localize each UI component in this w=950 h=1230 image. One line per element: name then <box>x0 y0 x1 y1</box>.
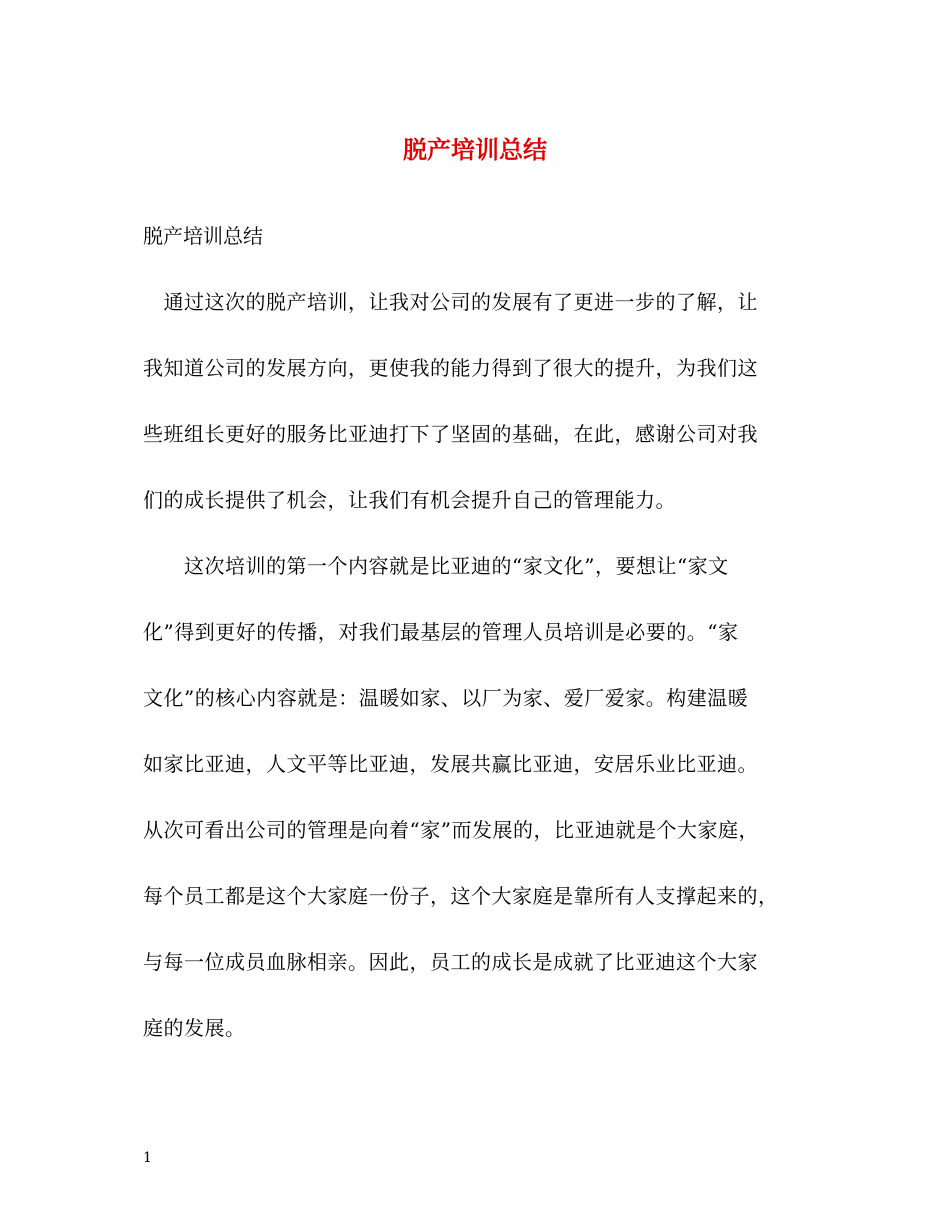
document-title: 脱产培训总结 <box>403 135 547 164</box>
body-line: 我知道公司的发展方向，更使我的能力得到了很大的提升，为我们这 <box>143 356 758 380</box>
page-number: 1 <box>143 1150 152 1166</box>
body-line: 每个员工都是这个大家庭一份子，这个大家庭是靠所有人支撑起来的， <box>143 884 779 908</box>
body-line: 如家比亚迪，人文平等比亚迪，发展共赢比亚迪，安居乐业比亚迪。 <box>143 752 758 776</box>
body-line: 们的成长提供了机会，让我们有机会提升自己的管理能力。 <box>143 488 676 512</box>
body-line: 与每一位成员血脉相亲。因此，员工的成长是成就了比亚迪这个大家 <box>143 950 758 974</box>
body-line: 些班组长更好的服务比亚迪打下了坚固的基础，在此，感谢公司对我 <box>143 422 758 446</box>
body-line: 文化”的核心内容就是：温暖如家、以厂为家、爱厂爱家。构建温暖 <box>143 686 749 710</box>
body-line: 通过这次的脱产培训，让我对公司的发展有了更进一步的了解，让 <box>143 290 758 314</box>
body-line: 化”得到更好的传播，对我们最基层的管理人员培训是必要的。“家 <box>143 620 739 644</box>
body-line: 这次培训的第一个内容就是比亚迪的“家文化”，要想让“家文 <box>143 554 729 578</box>
body-line: 庭的发展。 <box>143 1016 246 1040</box>
document-subtitle: 脱产培训总结 <box>143 224 263 248</box>
body-line: 从次可看出公司的管理是向着“家”而发展的，比亚迪就是个大家庭， <box>143 818 759 842</box>
